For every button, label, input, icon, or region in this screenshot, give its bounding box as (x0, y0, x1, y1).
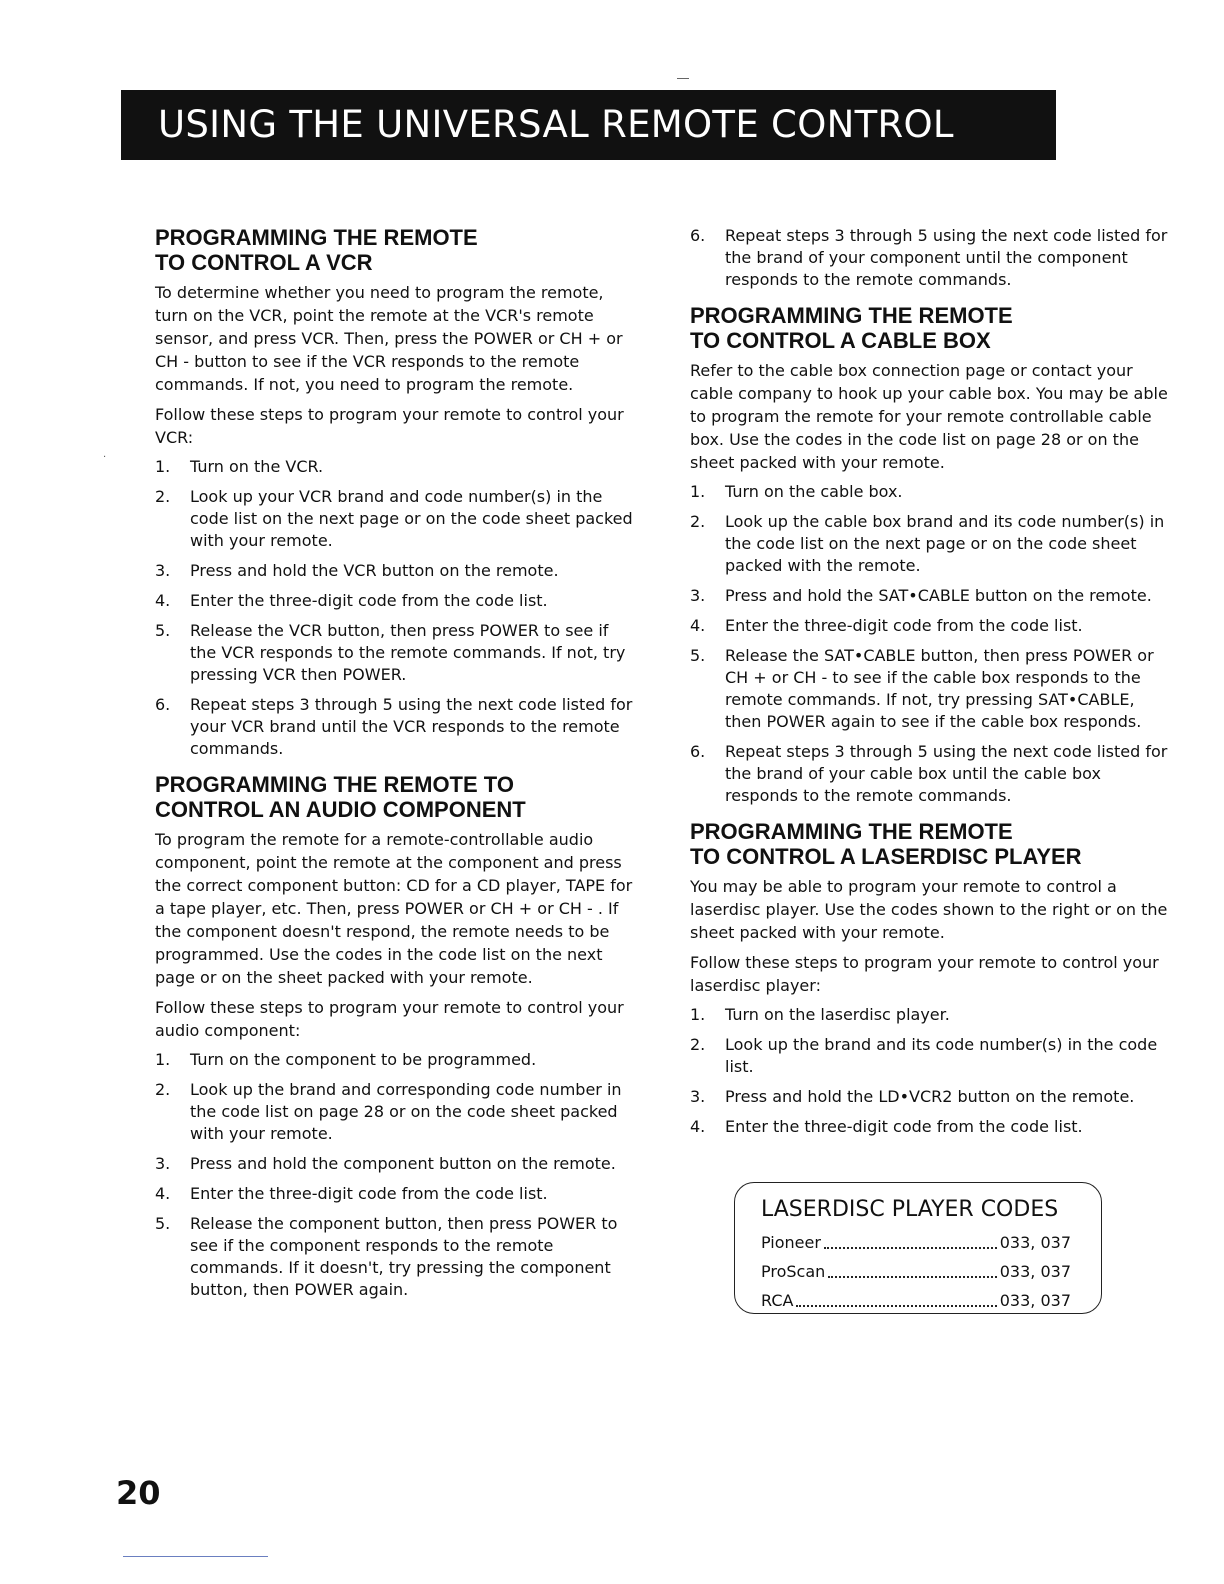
step-text: Release the VCR button, then press POWER to see if the VCR responds to the remote commands. If not, try pressing VCR then POWER. (190, 621, 626, 684)
step-text: Repeat steps 3 through 5 using the next code listed for the brand of your cable box until the cable box responds to the remote commands. (725, 742, 1168, 805)
page-number: 20 (116, 1474, 161, 1512)
step-text: Release the component button, then press POWER to see if the component responds to the remote commands. If it doesn't, try pressing the component button, then POWER again. (190, 1214, 618, 1299)
step-number: 4. (155, 1184, 171, 1203)
left-column (155, 225, 635, 1313)
step-number: 2. (155, 1080, 171, 1099)
step-item (155, 590, 635, 612)
step-number: 2. (690, 1035, 706, 1054)
step-text: Repeat steps 3 through 5 using the next code listed for your VCR brand until the VCR responds to the remote commands. (190, 695, 633, 758)
step-item (155, 1213, 635, 1301)
code-values: 033, 037 (999, 1291, 1071, 1310)
laserdisc-section (690, 819, 1170, 1138)
step-number: 1. (155, 1050, 171, 1069)
step-text: Turn on the component to be programmed. (190, 1050, 537, 1069)
step-number: 1. (690, 482, 706, 501)
vcr-follow: Follow these steps to program your remote to control your VCR: (155, 405, 624, 447)
step-number: 2. (690, 512, 706, 531)
audio-heading (155, 772, 635, 822)
step-text: Enter the three-digit code from the code list. (725, 1117, 1083, 1136)
vcr-section (155, 225, 635, 760)
vcr-steps (155, 456, 635, 760)
step-item (690, 615, 1170, 637)
step-item (155, 560, 635, 582)
page-banner: USING THE UNIVERSAL REMOTE CONTROL (121, 90, 1056, 160)
codes-title: LASERDISC PLAYER CODES (761, 1197, 1059, 1222)
step-number: 4. (690, 616, 706, 635)
laserdisc-heading-line2: TO CONTROL A LASERDISC PLAYER (690, 844, 1082, 869)
code-row (761, 1232, 1071, 1254)
step-item (690, 1086, 1170, 1108)
step-item (690, 585, 1170, 607)
step-item (155, 1049, 635, 1071)
step-text: Press and hold the VCR button on the remote. (190, 561, 559, 580)
step-number: 5. (690, 646, 706, 665)
code-brand: RCA (761, 1291, 794, 1310)
vcr-intro: To determine whether you need to program the remote, turn on the VCR, point the remote at the VCR's remote sensor, and press VCR. Then, press the POWER or CH + or CH - button to see if the VCR responds to the remote commands. If not, you need to program the remote. (155, 283, 623, 394)
step-item (155, 1153, 635, 1175)
cable-heading-line2: TO CONTROL A CABLE BOX (690, 328, 991, 353)
step-text: Turn on the VCR. (190, 457, 324, 476)
laserdisc-intro: You may be able to program your remote to control a laserdisc player. Use the codes shown to the right or on the sheet packed with your remote. (690, 877, 1168, 942)
step-item (155, 486, 635, 552)
audio-section (155, 772, 635, 1301)
cable-intro: Refer to the cable box connection page or contact your cable company to hook up your cable box. You may be able to program the remote for your remote controllable cable box. Use the codes in the code list on page 28 or on the sheet packed with your remote. (690, 361, 1168, 472)
code-brand: Pioneer (761, 1233, 821, 1252)
step-text: Repeat steps 3 through 5 using the next code listed for the brand of your component until the component responds to the remote commands. (725, 226, 1168, 289)
step-item (690, 511, 1170, 577)
vcr-heading (155, 225, 635, 275)
step-text: Turn on the cable box. (725, 482, 903, 501)
step-item (155, 1183, 635, 1205)
step-item (690, 645, 1170, 733)
step-text: Press and hold the component button on the remote. (190, 1154, 616, 1173)
step-number: 1. (155, 457, 171, 476)
vcr-heading-line2: TO CONTROL A VCR (155, 250, 373, 275)
right-column (690, 225, 1170, 1314)
laserdisc-follow: Follow these steps to program your remote to control your laserdisc player: (690, 953, 1159, 995)
dot-leader (796, 1290, 996, 1307)
step-text: Look up the brand and corresponding code number in the code list on page 28 or on the code sheet packed with your remote. (190, 1080, 622, 1143)
vcr-heading-line1: PROGRAMMING THE REMOTE (155, 225, 478, 250)
audio-heading-line1: PROGRAMMING THE REMOTE TO (155, 772, 514, 797)
step-item (690, 1004, 1170, 1026)
step-number: 5. (155, 1214, 171, 1233)
step-number: 4. (155, 591, 171, 610)
code-values: 033, 037 (999, 1262, 1071, 1281)
scan-mark (677, 78, 689, 79)
step-number: 1. (690, 1005, 706, 1024)
step-text: Look up your VCR brand and code number(s) in the code list on the next page or on the code sheet packed with your remote. (190, 487, 633, 550)
step-number: 3. (155, 1154, 171, 1173)
step-number: 5. (155, 621, 171, 640)
laserdisc-steps (690, 1004, 1170, 1138)
step-text: Turn on the laserdisc player. (725, 1005, 950, 1024)
step-text: Release the SAT•CABLE button, then press POWER or CH + or CH - to see if the cable box responds to the remote commands. If not, try pressing SAT•CABLE, then POWER again to see if the cable box responds. (725, 646, 1154, 731)
step-text: Press and hold the LD•VCR2 button on the remote. (725, 1087, 1135, 1106)
step-text: Look up the cable box brand and its code number(s) in the code list on the next page or on the code sheet packed with the remote. (725, 512, 1165, 575)
step-item (690, 1116, 1170, 1138)
audio-intro: To program the remote for a remote-controllable audio component, point the remote at the component and press the correct component button: CD for a CD player, TAPE for a tape player, etc. Then, press POWER or CH + or CH - . If the component doesn't respond, the remote needs to be programmed. Use the codes in the code list on the next page or on the sheet packed with your remote. (155, 830, 633, 987)
code-brand: ProScan (761, 1262, 826, 1281)
cable-steps (690, 481, 1170, 807)
code-row (761, 1290, 1071, 1312)
audio-steps-continued (690, 225, 1170, 291)
step-item (155, 456, 635, 478)
step-item (690, 481, 1170, 503)
step-number: 6. (155, 695, 171, 714)
audio-steps (155, 1049, 635, 1301)
step-item (690, 1034, 1170, 1078)
scan-dot: · (103, 452, 107, 463)
step-number: 3. (690, 586, 706, 605)
audio-heading-line2: CONTROL AN AUDIO COMPONENT (155, 797, 526, 822)
step-text: Look up the brand and its code number(s) in the code list. (725, 1035, 1158, 1076)
code-values: 033, 037 (999, 1233, 1071, 1252)
step-text: Enter the three-digit code from the code list. (725, 616, 1083, 635)
dot-leader (828, 1261, 996, 1278)
step-item (690, 741, 1170, 807)
audio-follow: Follow these steps to program your remote to control your audio component: (155, 998, 624, 1040)
laserdisc-codes-box (734, 1182, 1102, 1314)
step-number: 6. (690, 226, 706, 245)
step-text: Enter the three-digit code from the code list. (190, 1184, 548, 1203)
step-item (155, 694, 635, 760)
dot-leader (824, 1232, 997, 1249)
laserdisc-heading (690, 819, 1170, 869)
step-number: 3. (155, 561, 171, 580)
step-number: 6. (690, 742, 706, 761)
step-item (155, 620, 635, 686)
step-number: 2. (155, 487, 171, 506)
step-text: Press and hold the SAT•CABLE button on the remote. (725, 586, 1152, 605)
cable-heading-line1: PROGRAMMING THE REMOTE (690, 303, 1013, 328)
laserdisc-heading-line1: PROGRAMMING THE REMOTE (690, 819, 1013, 844)
step-number: 3. (690, 1087, 706, 1106)
cable-section (690, 303, 1170, 807)
step-text: Enter the three-digit code from the code list. (190, 591, 548, 610)
step-item (155, 1079, 635, 1145)
cable-heading (690, 303, 1170, 353)
step-item (690, 225, 1170, 291)
step-number: 4. (690, 1117, 706, 1136)
code-row (761, 1261, 1071, 1283)
footer-rule (123, 1556, 268, 1557)
